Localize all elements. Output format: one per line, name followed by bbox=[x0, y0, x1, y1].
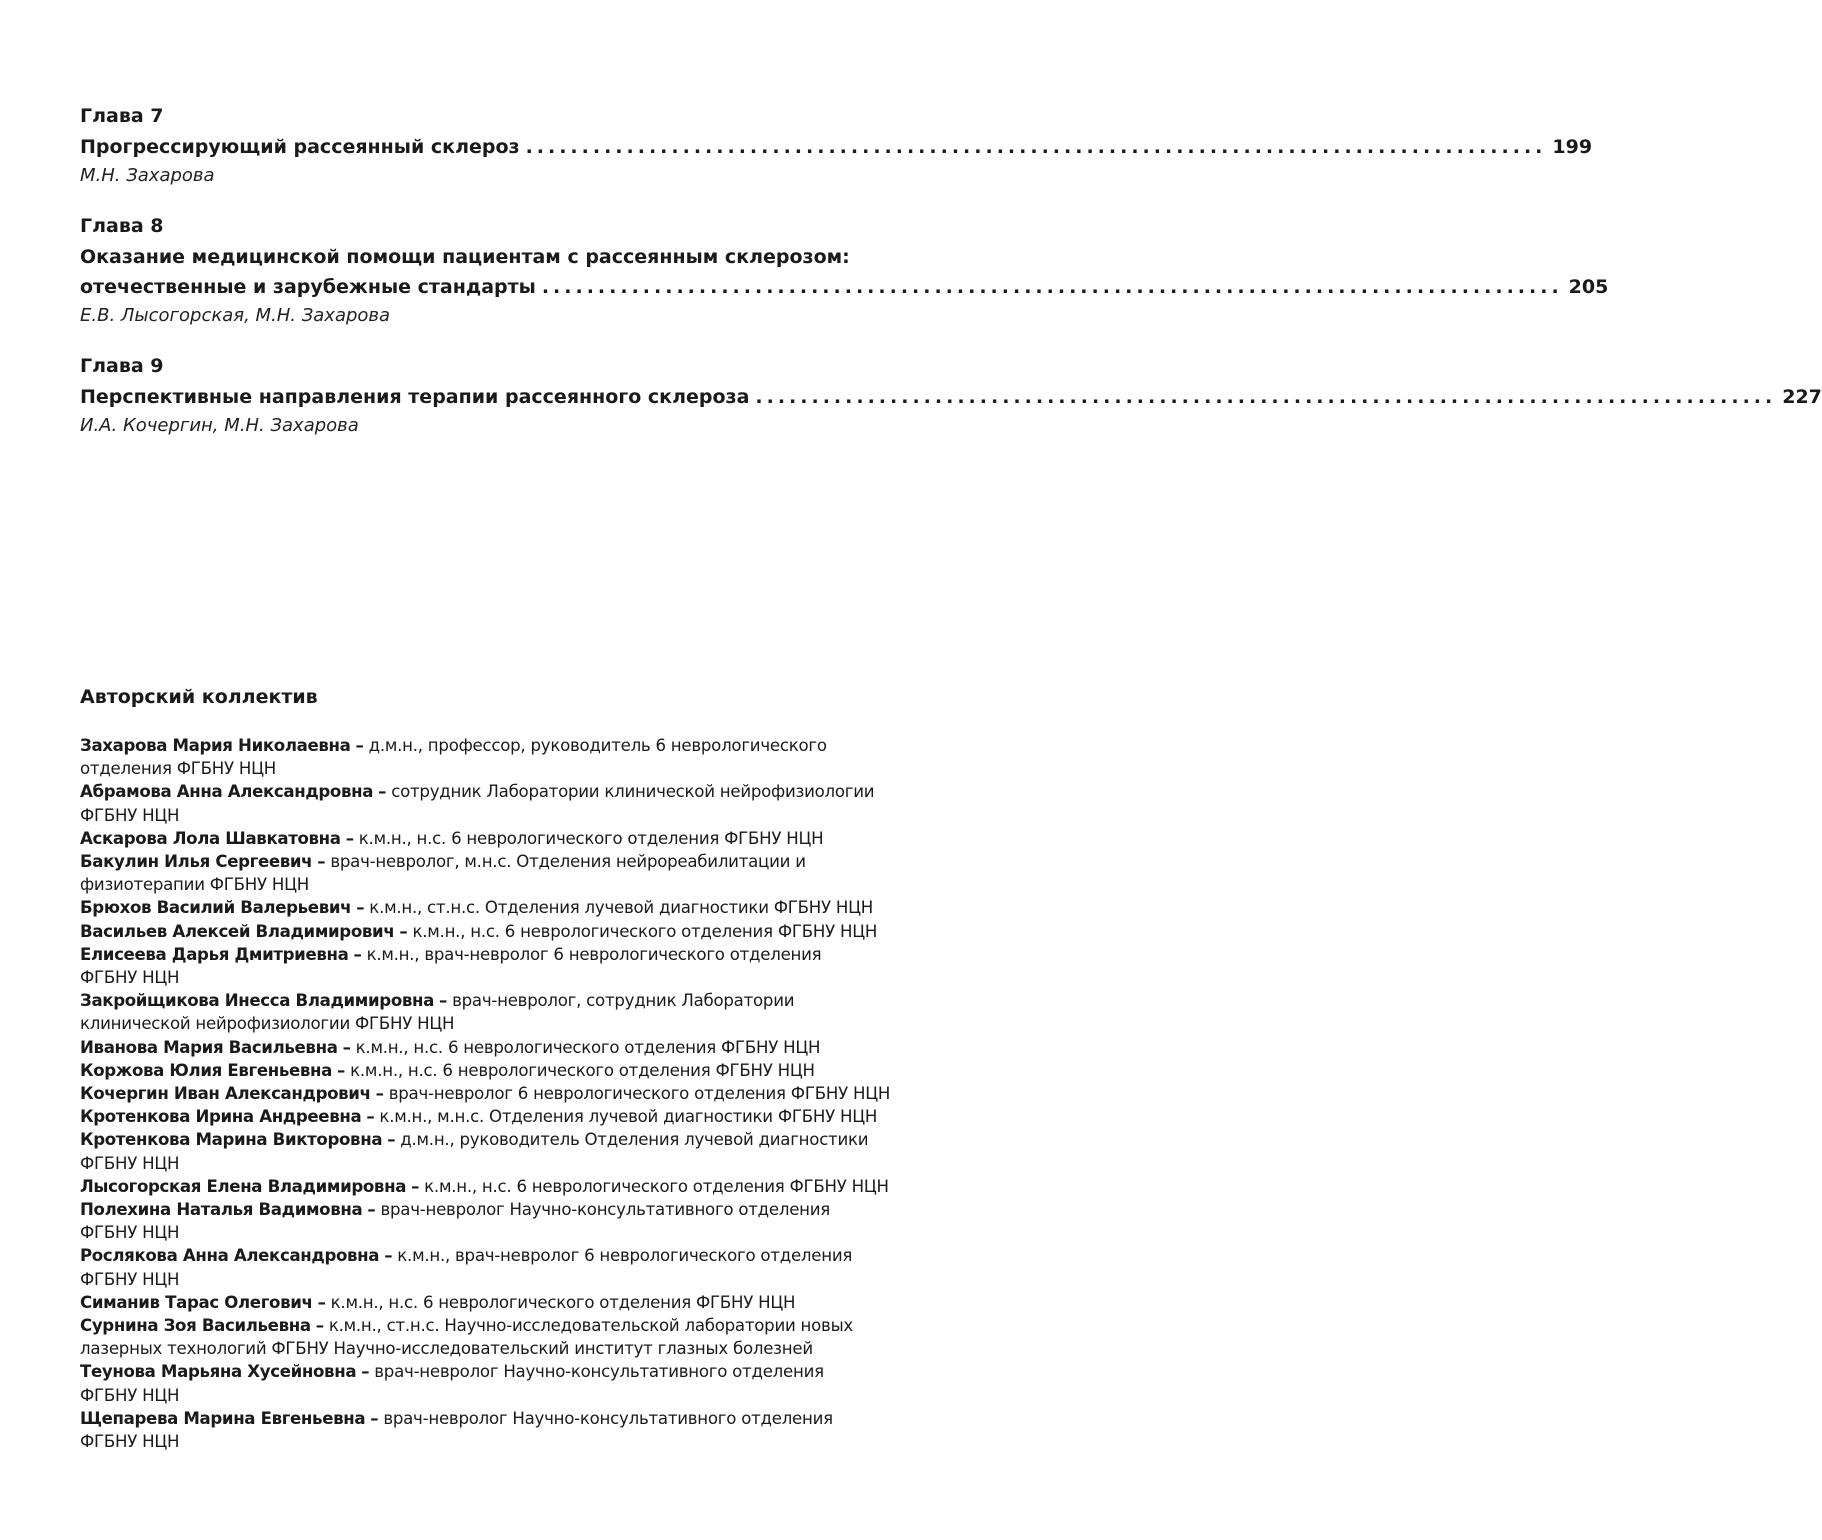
chapter-authors: М.Н. Захарова bbox=[80, 165, 215, 186]
author-affiliation: к.м.н., н.с. 6 неврологического отделения ФГБНУ НЦН bbox=[350, 1060, 815, 1080]
author-entry bbox=[80, 1036, 930, 1059]
author-name: Кочергин Иван Александрович bbox=[80, 1084, 371, 1104]
author-name: Лысогорская Елена Владимировна bbox=[80, 1176, 407, 1196]
author-entry bbox=[80, 780, 930, 826]
dot-leader: ........................................................................................... bbox=[541, 276, 1563, 298]
author-name: Полехина Наталья Вадимовна bbox=[80, 1200, 363, 1220]
author-affiliation: отделения ФГБНУ НЦН bbox=[80, 759, 276, 779]
author-name: Бакулин Илья Сергеевич bbox=[80, 852, 313, 872]
author-list bbox=[80, 734, 930, 1453]
author-entry bbox=[80, 850, 930, 896]
author-name: Сурнина Зоя Васильевна bbox=[80, 1316, 311, 1336]
chapter-label: Глава 9 bbox=[80, 355, 164, 377]
author-entry bbox=[80, 1244, 930, 1290]
dash-separator: – bbox=[375, 1084, 384, 1104]
chapter-label: Глава 8 bbox=[80, 215, 164, 237]
toc-chapter-8 bbox=[80, 210, 1609, 330]
author-name: Симанив Тарас Олегович bbox=[80, 1292, 313, 1312]
dash-separator: – bbox=[345, 828, 354, 848]
toc-entry-link[interactable] bbox=[80, 132, 1593, 162]
author-affiliation: к.м.н., врач-невролог 6 неврологического отделения bbox=[397, 1246, 853, 1266]
author-name: Кротенкова Марина Викторовна bbox=[80, 1130, 383, 1150]
chapter-title-line: Оказание медицинской помощи пациентам с рассеянным склерозом: bbox=[80, 246, 850, 268]
dot-leader: ........................................................................................... bbox=[755, 386, 1777, 408]
chapter-title: Прогрессирующий рассеянный склероз bbox=[80, 136, 520, 158]
author-name: Закройщикова Инесса Владимировна bbox=[80, 991, 434, 1011]
chapter-label: Глава 7 bbox=[80, 105, 164, 127]
toc-chapter-9 bbox=[80, 350, 1822, 440]
author-affiliation: врач-невролог, м.н.с. Отделения нейрореабилитации и bbox=[330, 852, 806, 872]
page-number: 205 bbox=[1568, 276, 1609, 298]
author-name: Рослякова Анна Александровна bbox=[80, 1246, 380, 1266]
author-name: Теунова Марьяна Хусейновна bbox=[80, 1362, 357, 1382]
chapter-authors: Е.В. Лысогорская, М.Н. Захарова bbox=[80, 305, 391, 326]
author-name: Щепарева Марина Евгеньевна bbox=[80, 1408, 366, 1428]
author-affiliation: физиотерапии ФГБНУ НЦН bbox=[80, 875, 309, 895]
author-affiliation: врач-невролог, сотрудник Лаборатории bbox=[452, 991, 795, 1011]
author-entry bbox=[80, 827, 930, 850]
author-entry bbox=[80, 1128, 930, 1174]
author-entry bbox=[80, 1291, 930, 1314]
author-affiliation: д.м.н., профессор, руководитель 6 неврологического bbox=[368, 736, 827, 755]
author-entry bbox=[80, 1082, 930, 1105]
dash-separator: – bbox=[370, 1408, 379, 1428]
toc-entry-link[interactable] bbox=[80, 382, 1822, 412]
author-affiliation: к.м.н., м.н.с. Отделения лучевой диагностики ФГБНУ НЦН bbox=[379, 1107, 878, 1127]
author-affiliation: врач-невролог Научно-консультативного отделения bbox=[383, 1408, 833, 1428]
dash-separator: – bbox=[384, 1246, 393, 1266]
dash-separator: – bbox=[342, 1037, 351, 1057]
author-entry bbox=[80, 734, 930, 780]
dash-separator: – bbox=[315, 1316, 324, 1336]
dash-separator: – bbox=[353, 944, 362, 964]
author-affiliation: д.м.н., руководитель Отделения лучевой диагностики bbox=[400, 1130, 869, 1150]
table-of-contents bbox=[80, 100, 1822, 460]
author-affiliation: ФГБНУ НЦН bbox=[80, 1223, 180, 1243]
author-affiliation: ФГБНУ НЦН bbox=[80, 1153, 180, 1173]
author-affiliation: лазерных технологий ФГБНУ Научно-исследовательский институт глазных болезней bbox=[80, 1339, 813, 1359]
author-entry bbox=[80, 943, 930, 989]
author-entry bbox=[80, 1105, 930, 1128]
author-name: Аскарова Лола Шавкатовна bbox=[80, 828, 341, 848]
author-affiliation: к.м.н., н.с. 6 неврологического отделения ФГБНУ НЦН bbox=[358, 828, 824, 848]
author-name: Захарова Мария Николаевна bbox=[80, 736, 351, 755]
author-entry bbox=[80, 1360, 930, 1406]
dash-separator: – bbox=[367, 1200, 376, 1220]
dash-separator: – bbox=[399, 921, 408, 941]
dash-separator: – bbox=[317, 1292, 326, 1312]
dash-separator: – bbox=[317, 852, 326, 872]
author-entry bbox=[80, 920, 930, 943]
author-affiliation: клинической нейрофизиологии ФГБНУ НЦН bbox=[80, 1014, 455, 1034]
author-affiliation: ФГБНУ НЦН bbox=[80, 968, 180, 988]
author-entry bbox=[80, 1175, 930, 1198]
page-number: 199 bbox=[1552, 136, 1593, 158]
author-affiliation: к.м.н., ст.н.с. Отделения лучевой диагностики ФГБНУ НЦН bbox=[369, 898, 874, 918]
page-number: 227 bbox=[1782, 386, 1822, 408]
dash-separator: – bbox=[366, 1107, 375, 1127]
toc-entry-link[interactable] bbox=[80, 272, 1609, 302]
dash-separator: – bbox=[361, 1362, 370, 1382]
author-affiliation: ФГБНУ НЦН bbox=[80, 1432, 180, 1452]
author-affiliation: к.м.н., н.с. 6 неврологического отделения ФГБНУ НЦН bbox=[424, 1176, 889, 1196]
author-entry bbox=[80, 1198, 930, 1244]
toc-chapter-7 bbox=[80, 100, 1593, 190]
author-affiliation: к.м.н., н.с. 6 неврологического отделения ФГБНУ НЦН bbox=[355, 1037, 821, 1057]
author-affiliation: к.м.н., врач-невролог 6 неврологического отделения bbox=[366, 944, 822, 964]
chapter-title: Перспективные направления терапии рассеянного склероза bbox=[80, 386, 750, 408]
author-affiliation: врач-невролог Научно-консультативного отделения bbox=[374, 1362, 824, 1382]
author-entry bbox=[80, 1407, 930, 1453]
author-affiliation: врач-невролог Научно-консультативного отделения bbox=[380, 1200, 831, 1220]
author-affiliation: ФГБНУ НЦН bbox=[80, 1269, 180, 1289]
author-entry bbox=[80, 989, 930, 1035]
dash-separator: – bbox=[378, 782, 387, 802]
chapter-title: отечественные и зарубежные стандарты bbox=[80, 276, 536, 298]
dash-separator: – bbox=[355, 736, 364, 755]
author-entry bbox=[80, 896, 930, 919]
author-entry bbox=[80, 1314, 930, 1360]
author-name: Брюхов Василий Валерьевич bbox=[80, 898, 352, 918]
dash-separator: – bbox=[439, 991, 448, 1011]
author-name: Кротенкова Ирина Андреевна bbox=[80, 1107, 362, 1127]
author-team-section bbox=[80, 682, 930, 1453]
chapter-authors: И.А. Кочергин, М.Н. Захарова bbox=[80, 415, 359, 436]
section-heading: Авторский коллектив bbox=[80, 686, 318, 708]
author-affiliation: сотрудник Лаборатории клинической нейрофизиологии bbox=[391, 782, 875, 802]
dot-leader: ........................................................................................... bbox=[525, 136, 1547, 158]
dash-separator: – bbox=[337, 1060, 346, 1080]
author-affiliation: к.м.н., ст.н.с. Научно-исследовательской лаборатории новых bbox=[328, 1316, 853, 1336]
author-name: Коржова Юлия Евгеньевна bbox=[80, 1060, 333, 1080]
dash-separator: – bbox=[387, 1130, 396, 1150]
author-entry bbox=[80, 1059, 930, 1082]
author-affiliation: ФГБНУ НЦН bbox=[80, 805, 180, 825]
author-affiliation: к.м.н., н.с. 6 неврологического отделения ФГБНУ НЦН bbox=[330, 1292, 796, 1312]
author-name: Елисеева Дарья Дмитриевна bbox=[80, 944, 349, 964]
author-affiliation: ФГБНУ НЦН bbox=[80, 1385, 180, 1405]
author-name: Васильев Алексей Владимирович bbox=[80, 921, 395, 941]
dash-separator: – bbox=[411, 1176, 420, 1196]
dash-separator: – bbox=[356, 898, 365, 918]
author-affiliation: к.м.н., н.с. 6 неврологического отделения ФГБНУ НЦН bbox=[412, 921, 878, 941]
author-name: Абрамова Анна Александровна bbox=[80, 782, 374, 802]
author-affiliation: врач-невролог 6 неврологического отделения ФГБНУ НЦН bbox=[388, 1084, 891, 1104]
author-name: Иванова Мария Васильевна bbox=[80, 1037, 338, 1057]
